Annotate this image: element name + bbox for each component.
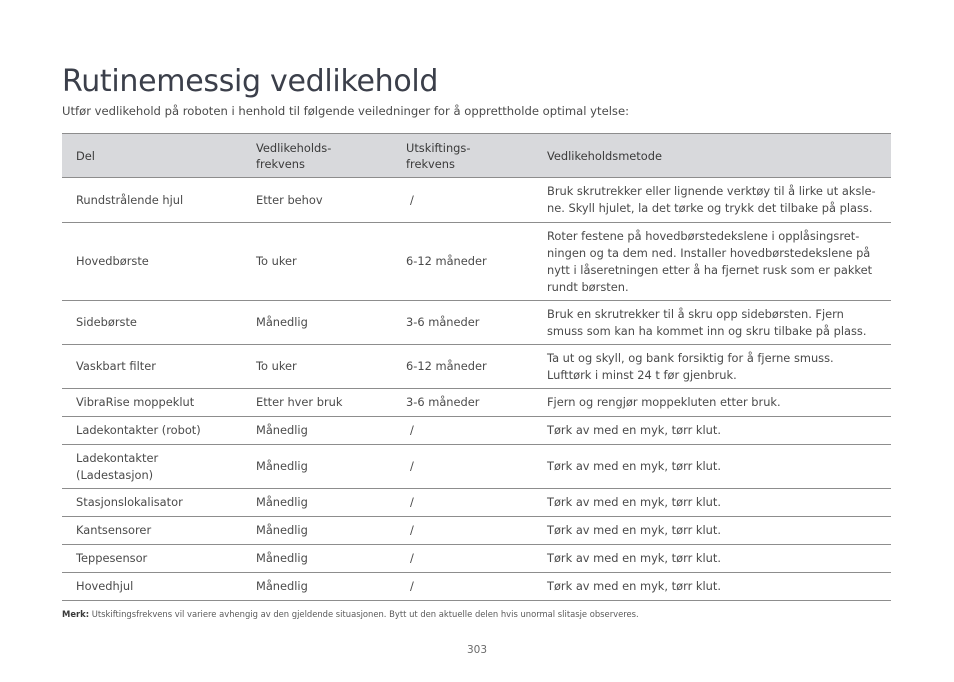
page-number: 303 — [466, 644, 488, 656]
cell-del: Hovedbørste — [62, 223, 242, 301]
metode-line: smuss som kan ha kommet inn og skru tilbake på plass. — [547, 323, 867, 338]
cell-frekvens: Månedlig — [242, 545, 392, 573]
metode-line: ningen og ta dem ned. Installer hovedbørstedekslene på — [547, 245, 871, 260]
cell-del: Teppesensor — [62, 545, 242, 573]
cell-utskifting: / — [392, 417, 533, 445]
table-row — [62, 489, 891, 517]
cell-utskifting: 6-12 måneder — [392, 223, 533, 301]
cell-frekvens: Etter behov — [242, 178, 392, 223]
table-row — [62, 445, 891, 489]
cell-metode: Tørk av med en myk, tørr klut. — [533, 573, 891, 601]
del-line: (Ladestasjon) — [76, 467, 154, 482]
metode-line: nytt i låseretningen etter å ha fjernet rusk som er pakket — [547, 262, 873, 277]
cell-metode: Tørk av med en myk, tørr klut. — [533, 489, 891, 517]
cell-metode: Tørk av med en myk, tørr klut. — [533, 545, 891, 573]
cell-frekvens: To uker — [242, 345, 392, 389]
cell-frekvens: Månedlig — [242, 573, 392, 601]
metode-line: ne. Skyll hjulet, la det tørke og trykk det tilbake på plass. — [547, 201, 873, 215]
table-row — [62, 223, 891, 301]
table-row — [62, 345, 891, 389]
table-row — [62, 517, 891, 545]
header-del: Del — [62, 134, 242, 178]
cell-metode: Tørk av med en myk, tørr klut. — [533, 417, 891, 445]
table-row — [62, 417, 891, 445]
metode-line: Ta ut og skyll, og bank forsiktig for å fjerne smuss. — [547, 350, 834, 365]
table-row — [62, 545, 891, 573]
cell-utskifting: / — [392, 445, 533, 489]
header-utskifting — [392, 134, 533, 178]
cell-del — [62, 445, 242, 489]
cell-utskifting: / — [392, 545, 533, 573]
cell-utskifting: 3-6 måneder — [392, 389, 533, 417]
cell-del: Stasjonslokalisator — [62, 489, 242, 517]
cell-del: Rundstrålende hjul — [62, 178, 242, 223]
metode-line: rundt børsten. — [547, 279, 629, 294]
cell-del: Vaskbart filter — [62, 345, 242, 389]
footnote-label: Merk: — [62, 609, 90, 619]
metode-line: Roter festene på hovedbørstedekslene i opplåsingsret- — [547, 228, 860, 243]
cell-metode — [533, 301, 891, 345]
table-row — [62, 301, 891, 345]
cell-metode: Tørk av med en myk, tørr klut. — [533, 445, 891, 489]
cell-utskifting: 6-12 måneder — [392, 345, 533, 389]
metode-line: Bruk en skrutrekker til å skru opp sidebørsten. Fjern — [547, 306, 844, 321]
maintenance-table — [62, 133, 891, 601]
page-title: Rutinemessig vedlikehold — [62, 64, 439, 100]
cell-frekvens: Månedlig — [242, 517, 392, 545]
cell-metode — [533, 178, 891, 223]
cell-del: Kantsensorer — [62, 517, 242, 545]
header-frekvens — [242, 134, 392, 178]
cell-utskifting: 3-6 måneder — [392, 301, 533, 345]
cell-utskifting: / — [392, 178, 533, 223]
cell-del: Sidebørste — [62, 301, 242, 345]
cell-metode: Fjern og rengjør moppekluten etter bruk. — [533, 389, 891, 417]
header-frekvens-line2: frekvens — [256, 156, 305, 171]
cell-frekvens: Månedlig — [242, 489, 392, 517]
cell-frekvens: Etter hver bruk — [242, 389, 392, 417]
cell-utskifting: / — [392, 517, 533, 545]
cell-frekvens: Månedlig — [242, 417, 392, 445]
footnote — [62, 609, 639, 619]
footnote-text: Utskiftingsfrekvens vil variere avhengig av den gjeldende situasjonen. Bytt ut den aktuelle delen hvis unormal slitasje observeres. — [91, 609, 639, 619]
table-row — [62, 178, 891, 223]
intro-text: Utfør vedlikehold på roboten i henhold til følgende veiledninger for å opprettholde optimal ytelse: — [62, 104, 630, 118]
cell-del: Hovedhjul — [62, 573, 242, 601]
header-utskifting-line2: frekvens — [406, 156, 455, 171]
cell-metode — [533, 223, 891, 301]
header-metode: Vedlikeholdsmetode — [533, 134, 891, 178]
cell-frekvens: Månedlig — [242, 445, 392, 489]
table-row — [62, 573, 891, 601]
header-frekvens-line1: Vedlikeholds- — [256, 140, 332, 155]
cell-del: Ladekontakter (robot) — [62, 417, 242, 445]
cell-frekvens: To uker — [242, 223, 392, 301]
cell-frekvens: Månedlig — [242, 301, 392, 345]
metode-line: Bruk skrutrekker eller lignende verktøy til å lirke ut aksle- — [547, 184, 876, 198]
table-header-row — [62, 134, 891, 178]
cell-del: VibraRise moppeklut — [62, 389, 242, 417]
metode-line: Lufttørk i minst 24 t før gjenbruk. — [547, 367, 737, 382]
cell-metode — [533, 345, 891, 389]
del-line: Ladekontakter — [76, 450, 159, 465]
cell-utskifting: / — [392, 489, 533, 517]
cell-metode: Tørk av med en myk, tørr klut. — [533, 517, 891, 545]
cell-utskifting: / — [392, 573, 533, 601]
table-row — [62, 389, 891, 417]
header-utskifting-line1: Utskiftings- — [406, 140, 471, 155]
